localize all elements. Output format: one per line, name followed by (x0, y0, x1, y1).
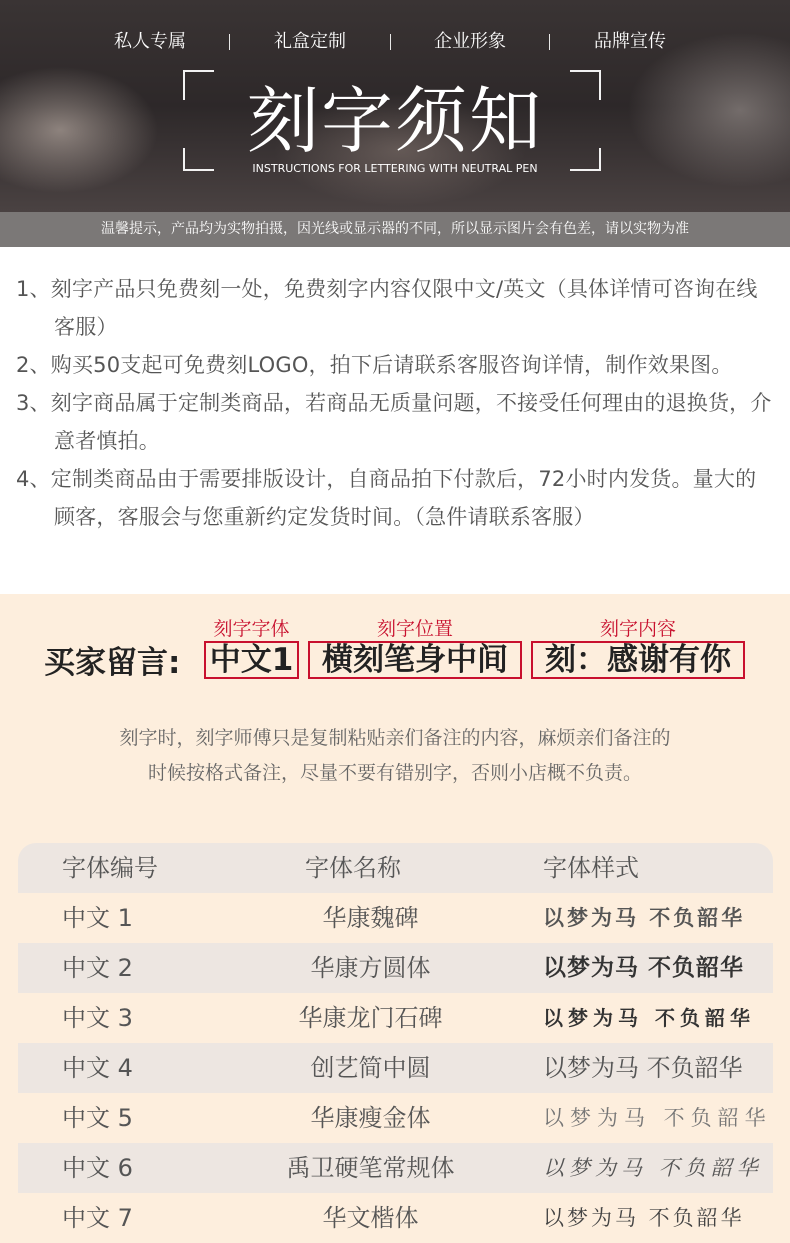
label-content: 刻字内容 (599, 618, 676, 640)
font-name: 华康龙门石碑 (298, 1004, 443, 1032)
rule-item: 2、购买50支起可免费刻LOGO，拍下后请联系客服咨询详情，制作效果图。 (16, 353, 733, 377)
header-code: 字体编号 (62, 854, 158, 882)
nav-item-private[interactable]: 私人专属 (114, 31, 186, 52)
note-line: 时候按格式备注，尽量不要有错别字，否则小店概不负责。 (147, 762, 642, 784)
nav-item-giftbox[interactable]: 礼盒定制 (274, 31, 346, 52)
font-sample: 以梦为马 不负韶华 (543, 955, 745, 981)
table-row (18, 1043, 773, 1093)
rules-list (0, 247, 790, 580)
table-header (18, 843, 773, 893)
table-row (18, 1143, 773, 1193)
font-table (18, 843, 773, 1243)
page-subtitle: INSTRUCTIONS FOR LETTERING WITH NEUTRAL PEN (252, 162, 538, 175)
table-row (18, 1093, 773, 1143)
note-line: 刻字时，刻字师傅只是复制粘贴亲们备注的内容，麻烦亲们备注的 (119, 727, 671, 749)
table-row (18, 993, 773, 1043)
font-name: 华康魏碑 (322, 904, 419, 932)
example-content-value: 刻：感谢有你 (531, 641, 745, 679)
font-code: 中文 6 (62, 1154, 133, 1182)
font-sample: 以梦为马 不负韶华 (543, 1156, 763, 1180)
font-code: 中文 1 (62, 904, 133, 932)
header-name: 字体名称 (305, 854, 401, 882)
font-sample: 以梦为马 不负韶华 (543, 905, 746, 930)
example-font-value: 中文1 (204, 641, 299, 679)
table-row (18, 1193, 773, 1243)
font-name: 创艺简中圆 (310, 1054, 431, 1082)
notice-bar: 温馨提示，产品均为实物拍摄，因光线或显示器的不同，所以显示图片会有色差，请以实物为准 (0, 212, 790, 247)
label-font: 刻字字体 (213, 618, 290, 640)
font-name: 禹卫硬笔常规体 (286, 1154, 455, 1182)
font-code: 中文 3 (62, 1004, 133, 1032)
table-row (18, 943, 773, 993)
table-row (18, 893, 773, 943)
font-sample: 以梦为马 不负韶华 (543, 1006, 755, 1030)
font-code: 中文 5 (62, 1104, 133, 1132)
page-title: 刻字须知 (246, 79, 543, 163)
font-code: 中文 7 (62, 1204, 133, 1232)
nav-item-brand[interactable]: 品牌宣传 (594, 31, 666, 52)
buyer-message-label: 买家留言: (44, 645, 181, 681)
nav-item-enterprise[interactable]: 企业形象 (434, 31, 506, 52)
label-position: 刻字位置 (376, 618, 453, 640)
hero-banner (0, 0, 790, 212)
font-code: 中文 2 (62, 954, 133, 982)
rule-item: 3、刻字商品属于定制类商品，若商品无质量问题，不接受任何理由的退换货，介意者慎拍。 (16, 391, 772, 453)
font-name: 华康方圆体 (310, 954, 431, 982)
font-sample: 以梦为马 不负韶华 (543, 1206, 745, 1230)
rule-item: 1、刻字产品只免费刻一处，免费刻字内容仅限中文/英文（具体详情可咨询在线客服） (16, 277, 758, 339)
example-position-value: 横刻笔身中间 (308, 641, 522, 679)
header-style: 字体样式 (543, 854, 639, 882)
rule-item: 4、定制类商品由于需要排版设计，自商品拍下付款后，72小时内发货。量大的顾客，客服会与您重新约定发货时间。（急件请联系客服） (16, 467, 757, 529)
font-sample: 以梦为马 不负韶华 (543, 1054, 743, 1082)
font-name: 华文楷体 (322, 1204, 419, 1232)
font-name: 华康瘦金体 (310, 1104, 431, 1132)
font-sample: 以梦为马 不负韶华 (543, 1106, 772, 1130)
font-code: 中文 4 (62, 1054, 133, 1082)
